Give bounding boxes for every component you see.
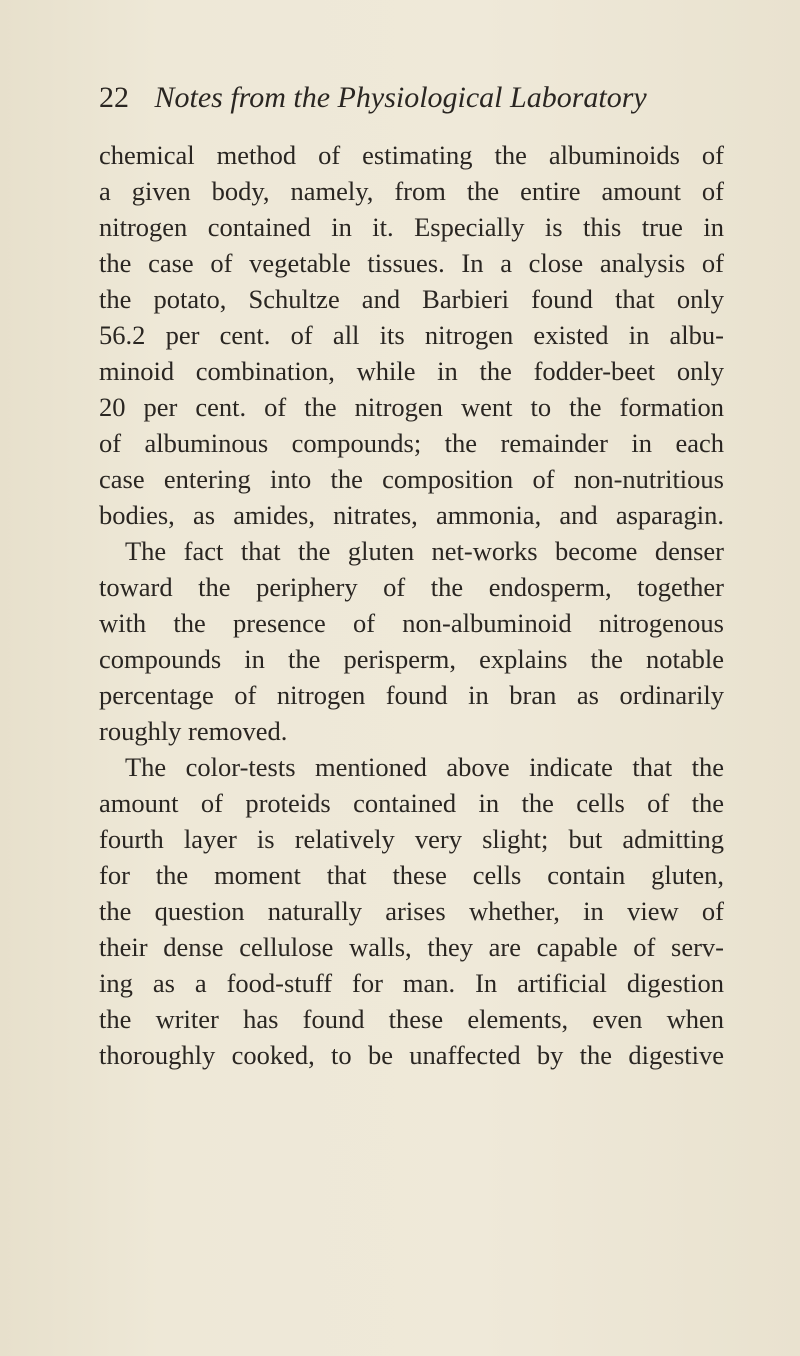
text-line: 20 per cent. of the nitrogen went to the formation [99,392,724,422]
text-line: the case of vegetable tissues. In a close analysis of [99,248,724,278]
text-line: bodies, as amides, nitrates, ammonia, and asparagin. [99,500,724,530]
text-line: compounds in the perisperm, explains the notable [99,644,724,674]
text-line: 56.2 per cent. of all its nitrogen existed in albu- [99,320,724,350]
text-line: of albuminous compounds; the remainder in each [99,428,724,458]
page-header [99,78,647,118]
text-line: nitrogen contained in it. Especially is this true in [99,212,724,242]
text-line: with the presence of non-albuminoid nitrogenous [99,608,724,638]
text-line: The color-tests mentioned above indicate that the [125,752,724,782]
text-line: toward the periphery of the endosperm, together [99,572,724,602]
running-title: Notes from the Physiological Laboratory [154,81,647,114]
text-line: thoroughly cooked, to be unaffected by the digestive [99,1040,724,1070]
text-line: a given body, namely, from the entire amount of [99,176,724,206]
text-line: ing as a food-stuff for man. In artificial digestion [99,968,724,998]
text-line: minoid combination, while in the fodder-beet only [99,356,724,386]
text-line: the potato, Schultze and Barbieri found that only [99,284,724,314]
page-number: 22 [99,81,129,114]
text-line: fourth layer is relatively very slight; but admitting [99,824,724,854]
text-line: roughly removed. [99,716,288,746]
text-line: chemical method of estimating the albuminoids of [99,140,724,170]
text-line: percentage of nitrogen found in bran as ordinarily [99,680,724,710]
text-line: The fact that the gluten net-works become denser [125,536,724,566]
text-line: the question naturally arises whether, in view of [99,896,724,926]
text-line: their dense cellulose walls, they are capable of serv- [99,932,724,962]
text-line: case entering into the composition of non-nutritious [99,464,724,494]
text-line: the writer has found these elements, even when [99,1004,724,1034]
text-line: for the moment that these cells contain gluten, [99,860,724,890]
text-line: amount of proteids contained in the cells of the [99,788,724,818]
